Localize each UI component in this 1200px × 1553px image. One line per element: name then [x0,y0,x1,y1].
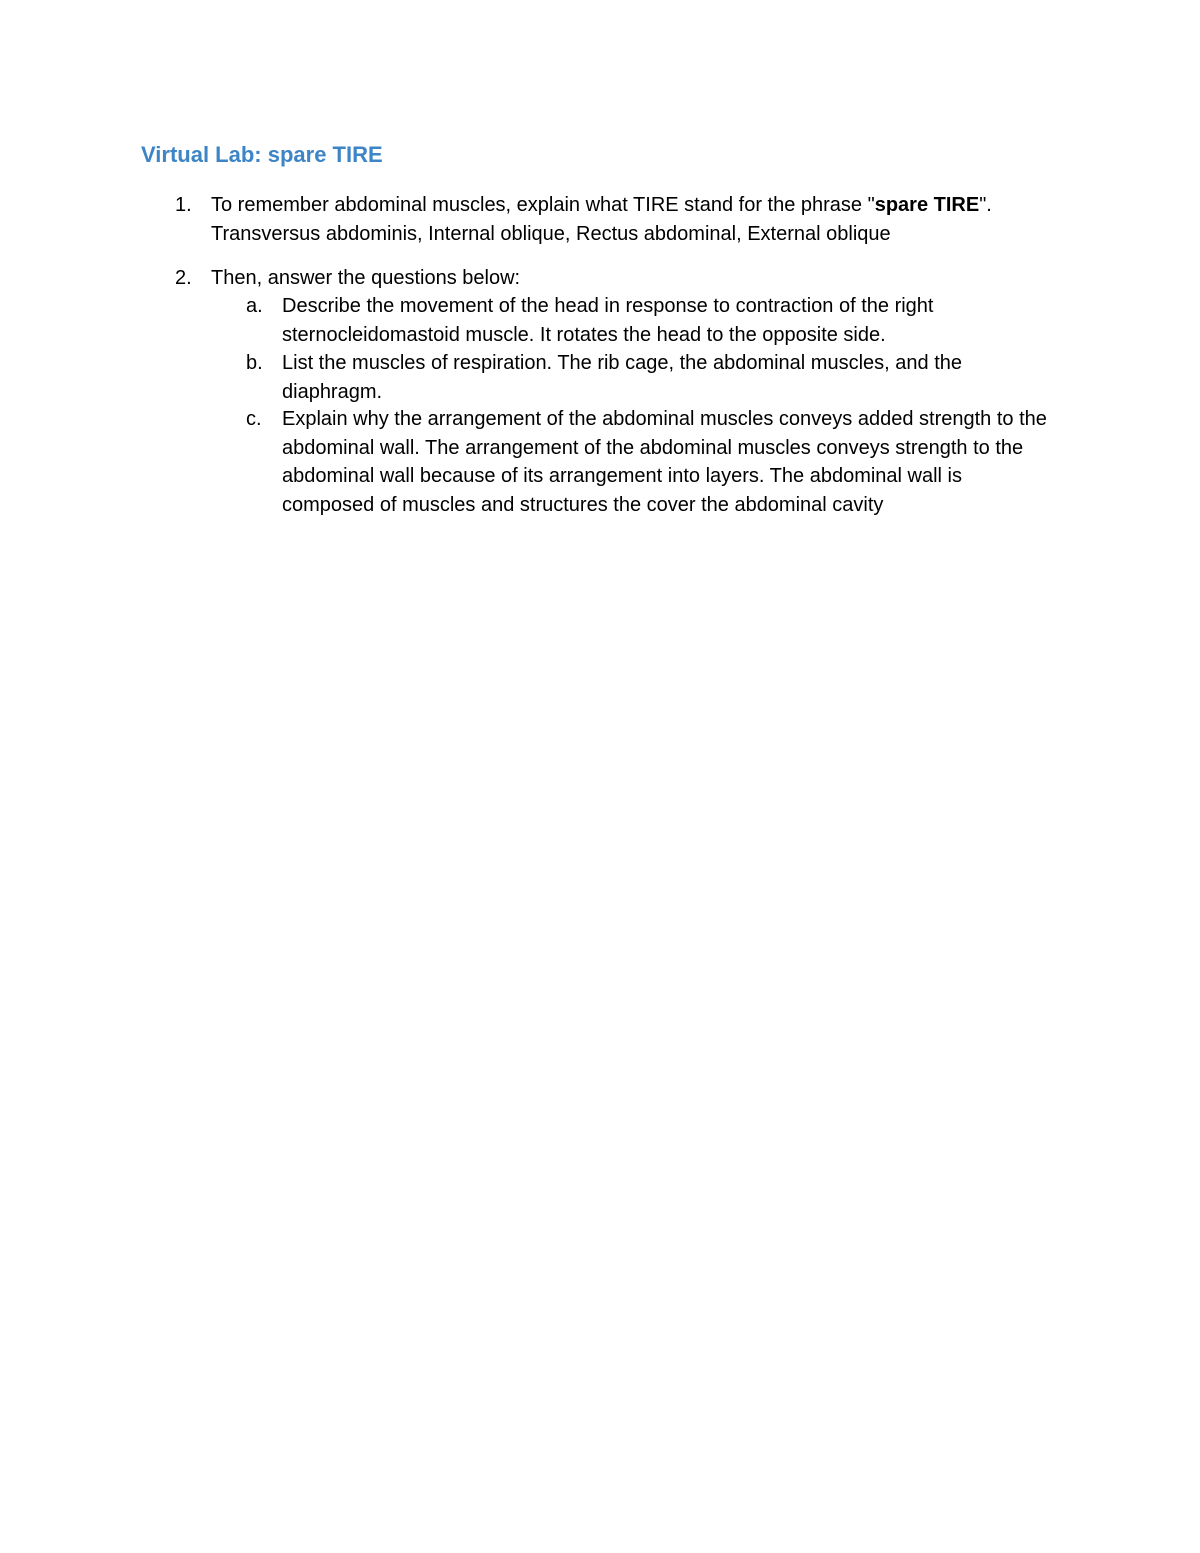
document-title: Virtual Lab: spare TIRE [141,142,383,167]
subquestion-letter: b. [246,352,263,374]
subquestion-text: List the muscles of respiration. The rib cage, the abdominal muscles, and the diaphragm. [282,352,962,403]
question-text [211,191,1071,248]
question-text: Then, answer the questions below: [211,267,521,289]
subquestion-text: Describe the movement of the head in response to contraction of the right sternocleidomastoid muscle. It rotates the head to the opposite side. [282,295,934,346]
question-number: 1. [175,194,192,216]
subquestion-text: Explain why the arrangement of the abdominal muscles conveys added strength to the abdominal wall. The arrangement of the abdominal muscles conveys strength to the abdominal wall because of its arrangement into layers. The abdominal wall is composed of muscles and structures the cover the abdominal cavity [282,408,1047,516]
answer-text: Transversus abdominis, Internal oblique, Rectus abdominal, External oblique [211,222,891,245]
question-bold-phrase: spare TIRE [874,194,980,216]
subquestion-letter: a. [246,295,263,317]
question-number: 2. [175,267,192,289]
question-text-after: ". [979,194,992,216]
question-text-before: To remember abdominal muscles, explain what TIRE stand for the phrase " [211,194,875,216]
subquestion-letter: c. [246,408,262,430]
